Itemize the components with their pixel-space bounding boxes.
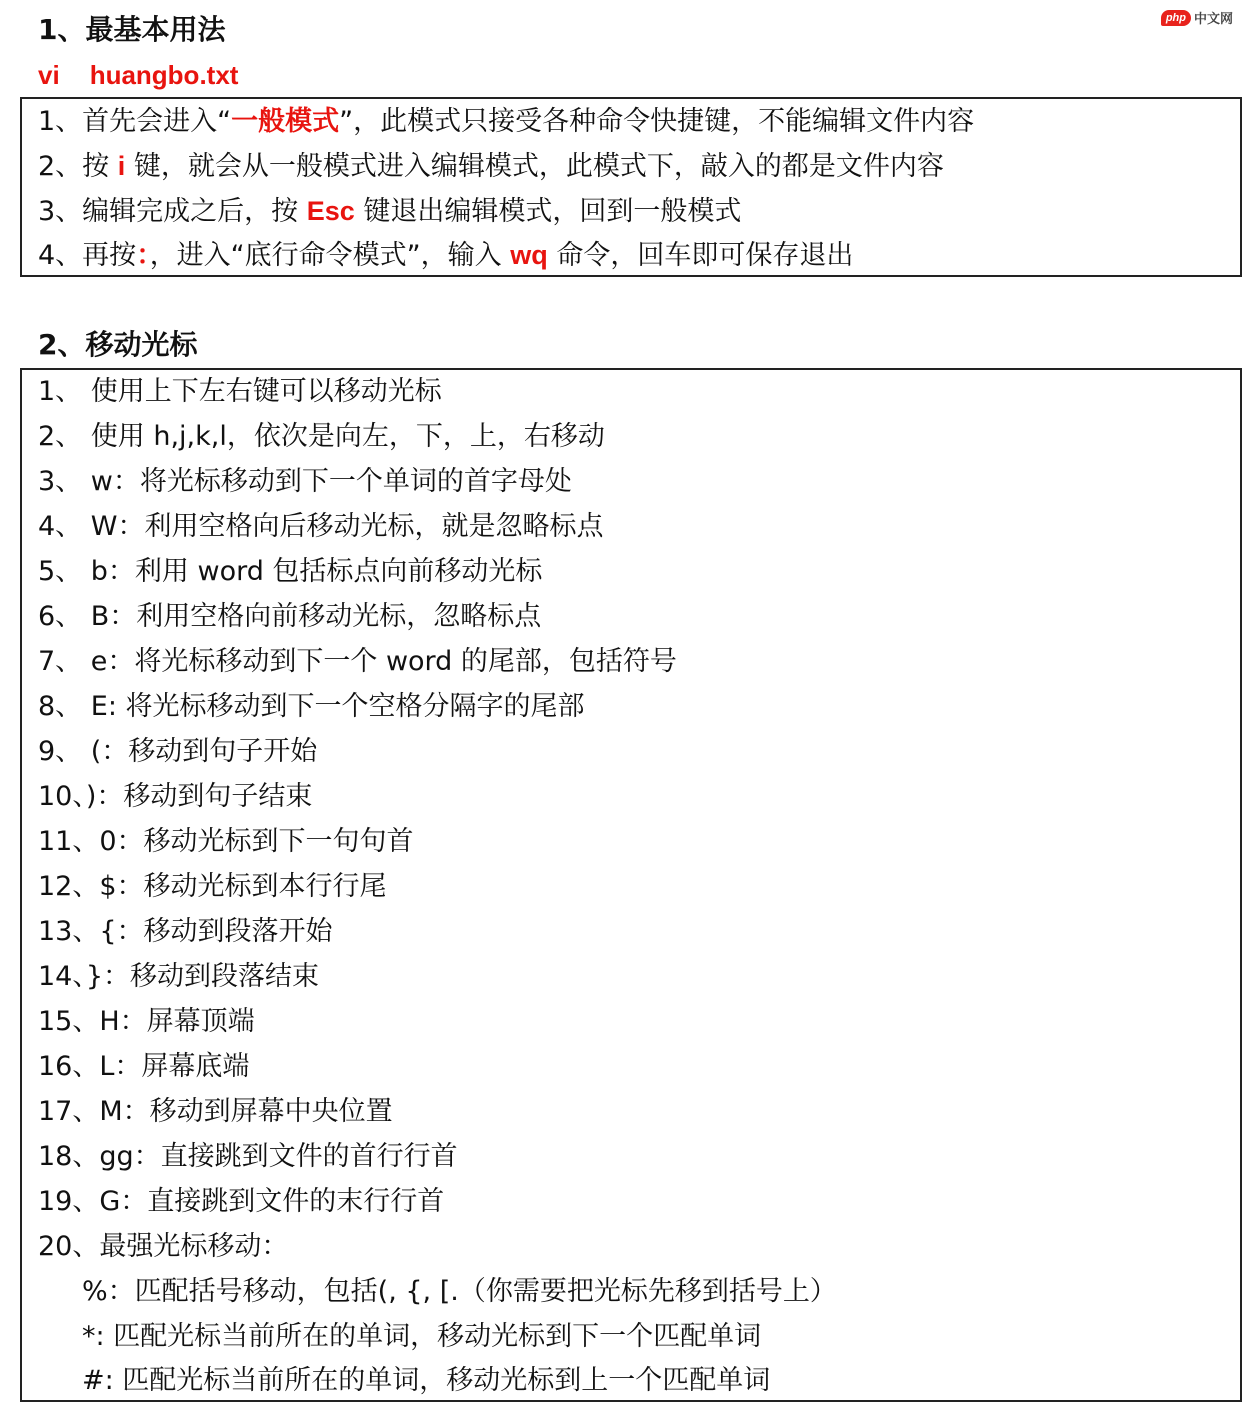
cursor-item: 1、 使用上下左右键可以移动光标 xyxy=(38,376,442,407)
section1-box xyxy=(20,97,1242,277)
cursor-item: 5、 b：利用 word 包括标点向前移动光标 xyxy=(38,556,543,587)
cursor-item: 4、 W：利用空格向后移动光标，就是忽略标点 xyxy=(38,511,604,542)
cursor-item: 19、G：直接跳到文件的末行行首 xyxy=(38,1186,445,1217)
cursor-item: 16、L：屏幕底端 xyxy=(38,1051,250,1082)
line-text: ”，此模式只接受各种命令快捷键，不能编辑文件内容 xyxy=(339,106,975,137)
cursor-item: 2、 使用 h,j,k,l，依次是向左，下，上，右移动 xyxy=(38,421,605,452)
section1-line-4 xyxy=(38,235,853,276)
cursor-subitem: %：匹配括号移动，包括(, {, [.（你需要把光标先移到括号上） xyxy=(82,1276,837,1307)
line-text: 3、编辑完成之后，按 xyxy=(38,196,307,227)
cursor-item: 14、}：移动到段落结束 xyxy=(38,961,320,992)
cursor-item: 10、)：移动到句子结束 xyxy=(38,781,313,812)
cursor-item: 20、最强光标移动： xyxy=(38,1231,289,1262)
section1-command xyxy=(38,58,238,92)
cursor-item: 15、H：屏幕顶端 xyxy=(38,1006,255,1037)
section1-line-2 xyxy=(38,146,944,187)
line-text: 命令，回车即可保存退出 xyxy=(547,240,854,271)
cursor-item: 8、 E: 将光标移动到下一个空格分隔字的尾部 xyxy=(38,691,585,722)
cursor-item: 6、 B：利用空格向前移动光标，忽略标点 xyxy=(38,601,542,632)
cursor-subitem: *: 匹配光标当前所在的单词，移动光标到下一个匹配单词 xyxy=(82,1321,762,1352)
line-text: ，进入“底行命令模式”，输入 xyxy=(149,240,511,271)
cursor-item: 12、$：移动光标到本行行尾 xyxy=(38,871,387,902)
highlight-text: wq xyxy=(510,240,548,270)
cursor-item: 11、0：移动光标到下一句句首 xyxy=(38,826,414,857)
cursor-item: 13、{：移动到段落开始 xyxy=(38,916,333,947)
highlight-text: ： xyxy=(136,240,150,270)
section2-title: 2、移动光标 xyxy=(38,328,198,361)
line-text: 2、按 xyxy=(38,151,118,182)
cursor-subitem: #: 匹配光标当前所在的单词，移动光标到上一个匹配单词 xyxy=(82,1365,771,1396)
highlight-text: i xyxy=(117,151,126,181)
line-text: 键，就会从一般模式进入编辑模式，此模式下，敲入的都是文件内容 xyxy=(125,151,944,182)
section1-line-3 xyxy=(38,191,741,232)
cursor-item: 9、 (：移动到句子开始 xyxy=(38,736,318,767)
section1-line-1 xyxy=(38,101,974,142)
line-text: 4、再按 xyxy=(38,240,137,271)
cursor-item: 17、M：移动到屏幕中央位置 xyxy=(38,1096,393,1127)
section1-title: 1、最基本用法 xyxy=(38,13,226,46)
watermark-cn-text: 中文网 xyxy=(1193,11,1233,26)
section2-box xyxy=(20,368,1242,1402)
cursor-item: 7、 e：将光标移动到下一个 word 的尾部，包括符号 xyxy=(38,646,677,677)
cursor-item: 18、gg：直接跳到文件的首行行首 xyxy=(38,1141,458,1172)
watermark-php-badge: php xyxy=(1161,10,1191,26)
php-cn-watermark-logo xyxy=(1161,8,1233,27)
line-text: 键退出编辑模式，回到一般模式 xyxy=(354,196,742,227)
line-text: 1、首先会进入“ xyxy=(38,106,232,137)
command-filename: huangbo.txt xyxy=(89,60,239,90)
command-vi: vi xyxy=(38,60,60,90)
highlight-text: Esc xyxy=(306,196,355,226)
cursor-item: 3、 w：将光标移动到下一个单词的首字母处 xyxy=(38,466,572,497)
highlight-text: 一般模式 xyxy=(231,106,340,136)
